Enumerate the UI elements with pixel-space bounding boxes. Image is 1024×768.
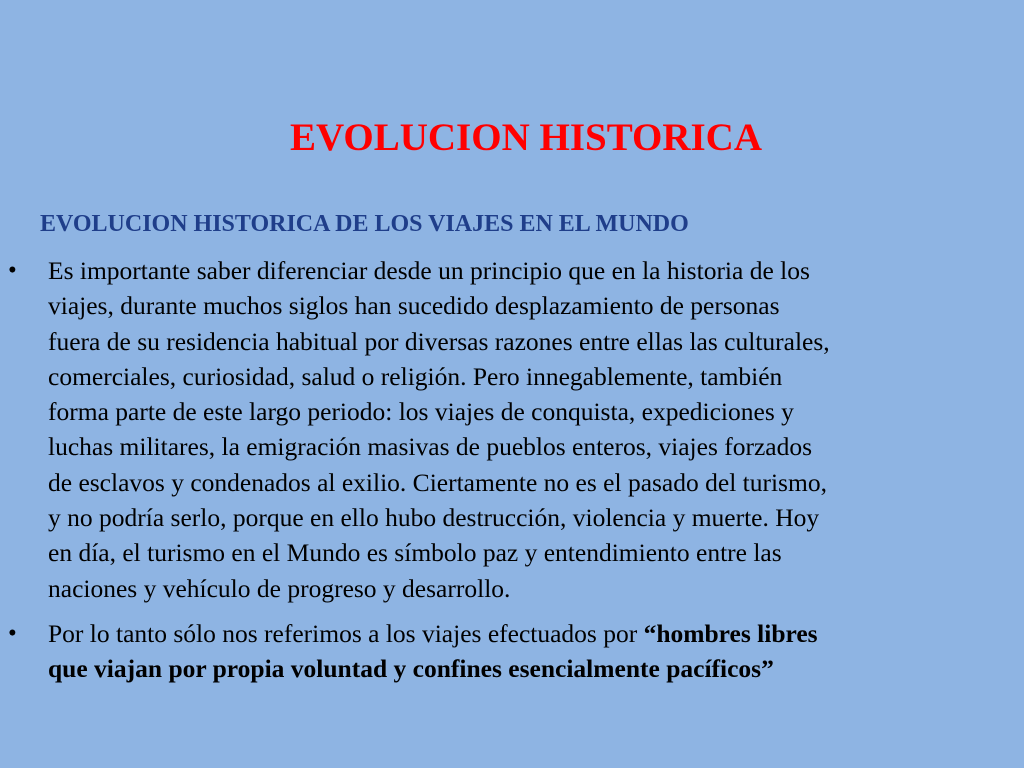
bullet-item-2 — [0, 616, 1024, 687]
bullet-1-line-10: naciones y vehículo de progreso y desarrollo. — [48, 573, 511, 603]
bullet-1-line-9: en día, el turismo en el Mundo es símbolo paz y entendimiento entre las — [48, 538, 782, 568]
bullet-1-line-1: Es importante saber diferenciar desde un principio que en la historia de los — [48, 256, 810, 285]
bullet-icon: • — [8, 257, 17, 284]
bullet-2-bold-quote-end: que viajan por propia voluntad y confines esencialmente pacíficos” — [48, 654, 774, 684]
slide-title: EVOLUCION HISTORICA — [289, 116, 763, 159]
slide-subtitle: EVOLUCION HISTORICA DE LOS VIAJES EN EL MUNDO — [40, 211, 689, 237]
bullet-1-line-4: comerciales, curiosidad, salud o religión. Pero innegablemente, también — [48, 361, 783, 391]
bullet-2-plain-text: Por lo tanto sólo nos referimos a los viajes efectuados por — [48, 618, 644, 648]
bullet-1-line-3: fuera de su residencia habitual por diversas razones entre ellas las culturales, — [48, 326, 830, 356]
bullet-1-line-6: luchas militares, la emigración masivas de pueblos enteros, viajes forzados — [48, 432, 813, 462]
bullet-list — [0, 253, 1024, 687]
bullet-1-line-2: viajes, durante muchos siglos han sucedido desplazamiento de personas — [48, 291, 780, 321]
bullet-2-bold-quote-start: “hombres libres — [643, 618, 818, 648]
bullet-1-line-5: forma parte de este largo periodo: los viajes de conquista, expediciones y — [48, 397, 794, 427]
bullet-item-1 — [0, 253, 1024, 606]
bullet-2-line-1 — [48, 616, 1010, 651]
bullet-icon: • — [8, 619, 17, 647]
bullet-1-line-7: de esclavos y condenados al exilio. Ciertamente no es el pasado del turismo, — [48, 467, 827, 497]
bullet-2-line-2 — [48, 651, 1010, 686]
bullet-1-line-8: y no podría serlo, porque en ello hubo destrucción, violencia y muerte. Hoy — [48, 503, 820, 533]
